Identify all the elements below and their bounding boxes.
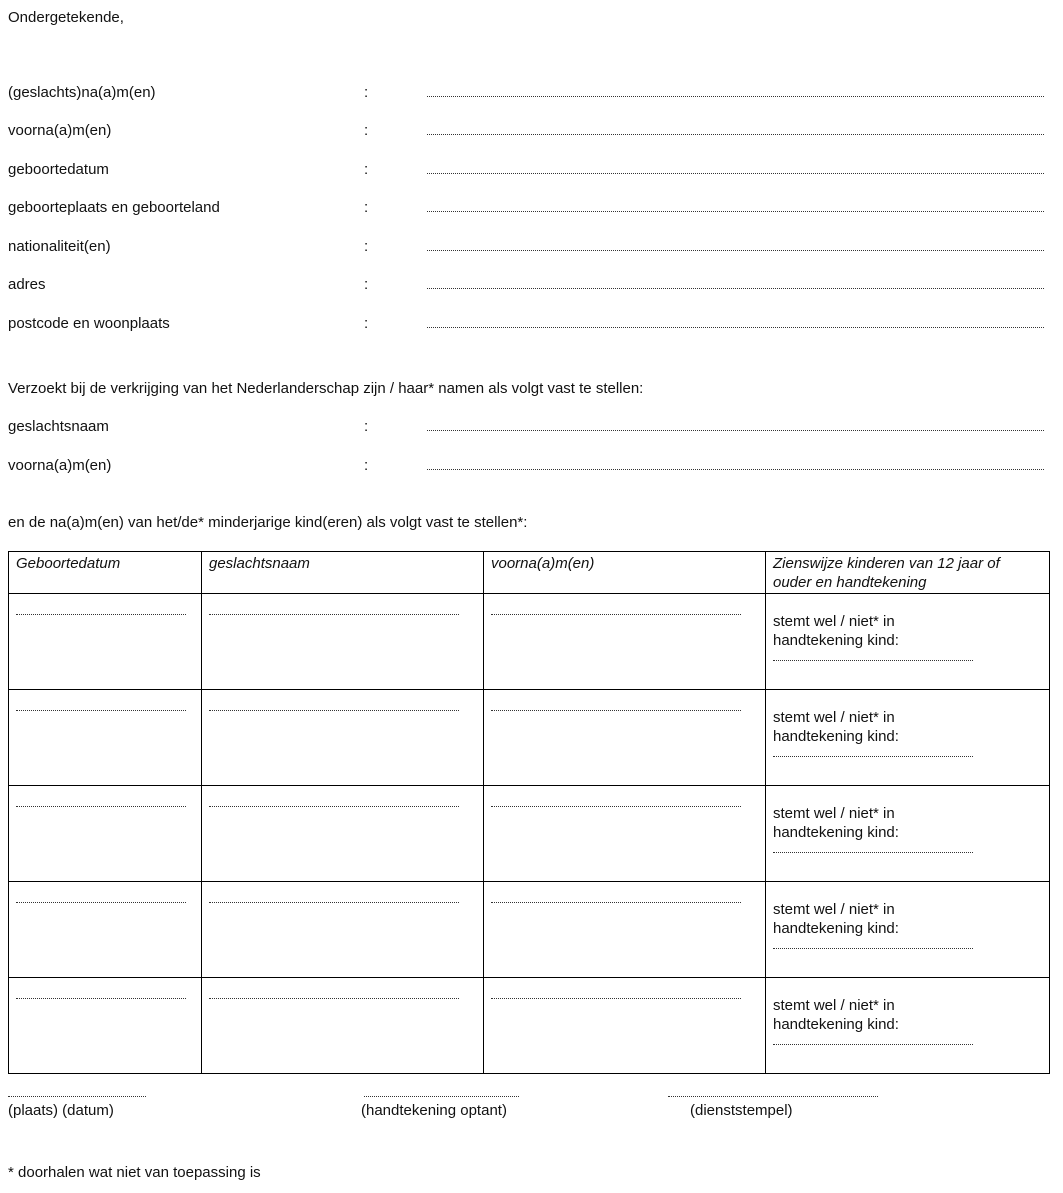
cell-opinion[interactable] bbox=[766, 786, 1050, 882]
field-label-new-firstnames: voorna(a)m(en) bbox=[8, 457, 112, 474]
cell-birthdate[interactable] bbox=[9, 882, 202, 978]
field-label-address: adres bbox=[8, 276, 46, 293]
field-line-firstnames[interactable] bbox=[427, 134, 1044, 135]
opinion-signature-label: handtekening kind: bbox=[773, 728, 899, 745]
cell-surname[interactable] bbox=[202, 690, 484, 786]
opinion-consent: stemt wel / niet* in bbox=[773, 805, 895, 822]
field-label-birthdate: geboortedatum bbox=[8, 161, 109, 178]
request-text: Verzoekt bij de verkrijging van het Nederlanderschap zijn / haar* namen als volgt vast te stellen: bbox=[8, 380, 644, 397]
cell-surname[interactable] bbox=[202, 594, 484, 690]
cell-opinion[interactable] bbox=[766, 978, 1050, 1074]
field-colon: : bbox=[364, 457, 369, 474]
field-colon: : bbox=[364, 315, 369, 332]
opinion-signature-label: handtekening kind: bbox=[773, 920, 899, 937]
cell-surname[interactable] bbox=[202, 978, 484, 1074]
table-row bbox=[9, 882, 1050, 978]
header-surname: geslachtsnaam bbox=[202, 552, 484, 594]
field-label-surname: (geslachts)na(a)m(en) bbox=[8, 84, 156, 101]
signature-line[interactable] bbox=[773, 948, 973, 949]
field-colon: : bbox=[364, 199, 369, 216]
signature-line[interactable] bbox=[773, 1044, 973, 1045]
table-row bbox=[9, 594, 1050, 690]
header-birthdate: Geboortedatum bbox=[9, 552, 202, 594]
field-line-address[interactable] bbox=[427, 288, 1044, 289]
field-colon: : bbox=[364, 238, 369, 255]
cell-birthdate[interactable] bbox=[9, 594, 202, 690]
children-text: en de na(a)m(en) van het/de* minderjarige kind(eren) als volgt vast te stellen*: bbox=[8, 514, 528, 531]
field-line-surname[interactable] bbox=[427, 96, 1044, 97]
field-line-nationality[interactable] bbox=[427, 250, 1044, 251]
intro-text: Ondergetekende, bbox=[8, 9, 124, 26]
opinion-consent: stemt wel / niet* in bbox=[773, 709, 895, 726]
opinion-consent: stemt wel / niet* in bbox=[773, 997, 895, 1014]
opinion-signature-label: handtekening kind: bbox=[773, 824, 899, 841]
field-line-postcode[interactable] bbox=[427, 327, 1044, 328]
field-line-new-surname[interactable] bbox=[427, 430, 1044, 431]
cell-surname[interactable] bbox=[202, 786, 484, 882]
opinion-signature-label: handtekening kind: bbox=[773, 1016, 899, 1033]
field-colon: : bbox=[364, 161, 369, 178]
cell-surname[interactable] bbox=[202, 882, 484, 978]
field-label-nationality: nationaliteit(en) bbox=[8, 238, 111, 255]
field-colon: : bbox=[364, 418, 369, 435]
cell-firstnames[interactable] bbox=[484, 786, 766, 882]
table-header-row bbox=[9, 552, 1050, 594]
field-colon: : bbox=[364, 276, 369, 293]
stamp-label: (dienststempel) bbox=[690, 1102, 793, 1119]
footnote: * doorhalen wat niet van toepassing is bbox=[8, 1164, 261, 1181]
children-table bbox=[8, 551, 1050, 1074]
field-label-birthplace: geboorteplaats en geboorteland bbox=[8, 199, 220, 216]
stamp-line[interactable] bbox=[668, 1096, 878, 1097]
table-row bbox=[9, 786, 1050, 882]
table-row bbox=[9, 978, 1050, 1074]
field-colon: : bbox=[364, 122, 369, 139]
signature-line[interactable] bbox=[773, 660, 973, 661]
opinion-consent: stemt wel / niet* in bbox=[773, 613, 895, 630]
cell-opinion[interactable] bbox=[766, 690, 1050, 786]
applicant-signature-line[interactable] bbox=[364, 1096, 519, 1097]
cell-firstnames[interactable] bbox=[484, 690, 766, 786]
opinion-signature-label: handtekening kind: bbox=[773, 632, 899, 649]
header-firstnames: voorna(a)m(en) bbox=[484, 552, 766, 594]
field-line-birthplace[interactable] bbox=[427, 211, 1044, 212]
cell-opinion[interactable] bbox=[766, 594, 1050, 690]
field-label-firstnames: voorna(a)m(en) bbox=[8, 122, 112, 139]
cell-firstnames[interactable] bbox=[484, 978, 766, 1074]
place-date-line[interactable] bbox=[8, 1096, 146, 1097]
field-label-new-surname: geslachtsnaam bbox=[8, 418, 109, 435]
signature-line[interactable] bbox=[773, 756, 973, 757]
opinion-consent: stemt wel / niet* in bbox=[773, 901, 895, 918]
place-date-label: (plaats) (datum) bbox=[8, 1102, 114, 1119]
cell-firstnames[interactable] bbox=[484, 882, 766, 978]
cell-birthdate[interactable] bbox=[9, 978, 202, 1074]
field-colon: : bbox=[364, 84, 369, 101]
signature-line[interactable] bbox=[773, 852, 973, 853]
field-line-birthdate[interactable] bbox=[427, 173, 1044, 174]
applicant-signature-label: (handtekening optant) bbox=[361, 1102, 507, 1119]
cell-birthdate[interactable] bbox=[9, 786, 202, 882]
header-opinion: Zienswijze kinderen van 12 jaar of ouder en handtekening bbox=[766, 552, 1050, 594]
field-line-new-firstnames[interactable] bbox=[427, 469, 1044, 470]
cell-birthdate[interactable] bbox=[9, 690, 202, 786]
cell-opinion[interactable] bbox=[766, 882, 1050, 978]
cell-firstnames[interactable] bbox=[484, 594, 766, 690]
table-row bbox=[9, 690, 1050, 786]
field-label-postcode: postcode en woonplaats bbox=[8, 315, 170, 332]
